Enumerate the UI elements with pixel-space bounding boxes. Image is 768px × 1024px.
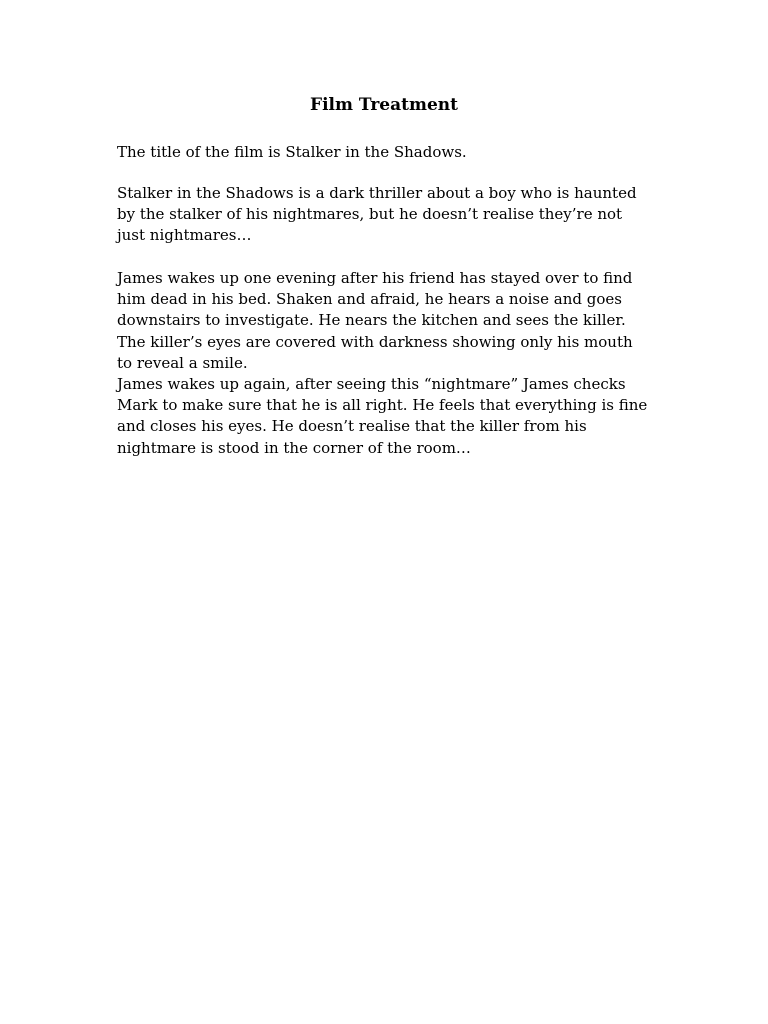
text-line: by the stalker of his nightmares, but he doesn’t realise they’re not xyxy=(117,205,623,224)
text-line: Mark to make sure that he is all right. He feels that everything is fine xyxy=(117,396,648,415)
text-line: The killer’s eyes are covered with darkness showing only his mouth xyxy=(117,332,633,351)
paragraph-logline xyxy=(117,183,657,247)
page-title: Film Treatment xyxy=(310,95,458,115)
text-line: James wakes up one evening after his friend has stayed over to find xyxy=(117,269,633,287)
text-line: Stalker in the Shadows is a dark thriller about a boy who is haunted xyxy=(117,184,637,202)
paragraph-synopsis xyxy=(117,268,657,459)
text-line: downstairs to investigate. He nears the kitchen and sees the killer. xyxy=(117,311,626,330)
text-line: him dead in his bed. Shaken and afraid, he hears a noise and goes xyxy=(117,290,622,309)
text-line: and closes his eyes. He doesn’t realise that the killer from his xyxy=(117,417,587,436)
text-line: nightmare is stood in the corner of the room… xyxy=(117,438,471,457)
text-line: just nightmares… xyxy=(117,226,252,245)
text-line: The title of the film is Stalker in the Shadows. xyxy=(117,143,467,161)
paragraph-film-title xyxy=(117,142,657,163)
text-line: James wakes up again, after seeing this “nightmare” James checks xyxy=(117,375,626,394)
text-line: to reveal a smile. xyxy=(117,353,248,372)
